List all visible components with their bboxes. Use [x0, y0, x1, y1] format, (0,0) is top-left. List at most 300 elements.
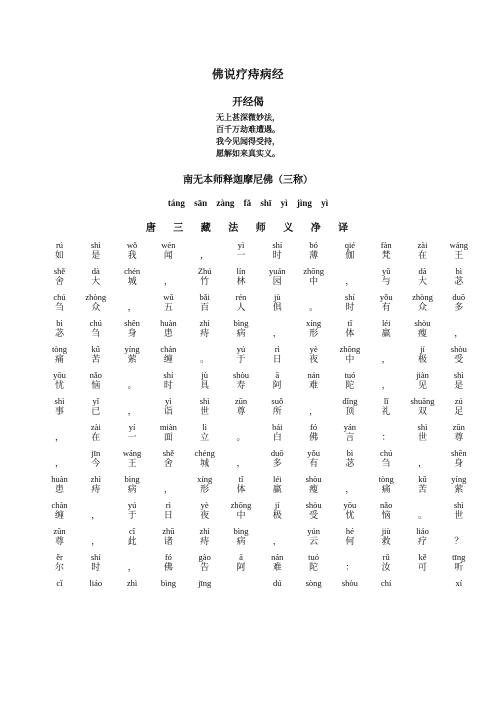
hanzi-text [188, 588, 221, 600]
pinyin-text: yǔ [381, 266, 391, 276]
hanzi-text: 五 [163, 303, 173, 313]
char-cell [297, 552, 330, 574]
hanzi-text: 陀 [309, 563, 319, 573]
hanzi-text: 人 [236, 303, 246, 313]
pinyin-text: zú [454, 396, 463, 406]
hanzi-text: 如 [54, 251, 64, 261]
hanzi-text: 舍 [54, 277, 64, 287]
pinyin-text [225, 448, 258, 458]
char-cell [370, 344, 403, 366]
char-cell [116, 500, 149, 522]
opening-verse-title: 开经偈 [232, 96, 264, 108]
pinyin-text: miàn [159, 422, 177, 432]
pinyin-text: tuó [344, 370, 356, 380]
hanzi-text: 苦 [417, 485, 427, 495]
char-cell [370, 526, 403, 548]
pinyin-text [333, 474, 366, 484]
hanzi-text: 形 [200, 485, 210, 495]
hanzi-text: 多 [454, 303, 464, 313]
char-cell [370, 292, 403, 314]
char-cell [188, 370, 221, 392]
char-cell [442, 370, 475, 392]
hanzi-text: 缠 [54, 511, 64, 521]
pinyin-text: huàn [160, 318, 177, 328]
translator-pinyin: táng sān zàng fǎ shī yì jìng yì [167, 198, 329, 208]
char-cell [333, 318, 366, 340]
pinyin-text: bì [56, 318, 63, 328]
char-cell [188, 344, 221, 366]
char-cell [370, 578, 403, 600]
char-cell [442, 526, 475, 548]
char-cell [406, 474, 439, 496]
hanzi-text: 大 [91, 277, 101, 287]
hanzi-text: 阿 [272, 381, 282, 391]
pinyin-text: jí [420, 344, 425, 354]
pinyin-text: duō [452, 292, 466, 302]
verse-line: 愿解如来真实义。 [216, 148, 280, 158]
hanzi-text: 身 [127, 329, 137, 339]
scripture-row [43, 318, 473, 344]
hanzi-text: 体 [236, 485, 246, 495]
pinyin-text: shí [163, 370, 174, 380]
char-cell [406, 370, 439, 392]
pinyin-text [406, 578, 439, 588]
pinyin-text: hé [345, 526, 354, 536]
char-cell [442, 318, 475, 340]
char-cell [152, 500, 185, 522]
char-cell [261, 500, 294, 522]
pinyin-text: chán [51, 500, 68, 510]
char-cell [116, 240, 149, 262]
pinyin-text: xíng [197, 474, 213, 484]
pinyin-text: zhì [199, 526, 210, 536]
pinyin-text: yōu [343, 500, 357, 510]
hanzi-text: 有 [381, 303, 391, 313]
char-cell [188, 448, 221, 470]
verse-line: 无上甚深微妙法， [216, 112, 280, 122]
pinyin-text: yí [128, 422, 136, 432]
pinyin-text: zài [90, 422, 101, 432]
char-cell [225, 318, 258, 340]
char-cell [188, 526, 221, 548]
pinyin-text [188, 344, 221, 354]
pinyin-text [261, 318, 294, 328]
pinyin-text: bì [455, 266, 463, 276]
char-cell [79, 500, 112, 522]
pinyin-text: nán [271, 552, 284, 562]
hanzi-text: 。 [200, 355, 210, 365]
pinyin-text: yǒu [379, 292, 393, 302]
hanzi-text: 患 [163, 329, 173, 339]
char-cell [79, 266, 112, 288]
pinyin-text: chú [380, 448, 393, 458]
char-cell [225, 474, 258, 496]
pinyin-text [116, 552, 149, 562]
char-cell [370, 552, 403, 574]
pinyin-text: zhōng [303, 266, 324, 276]
pinyin-text: lì [202, 422, 208, 432]
homage-line: 南无本师释迦摩尼佛（三称） [183, 175, 313, 186]
char-cell [79, 318, 112, 340]
char-cell [43, 448, 76, 470]
hanzi-text: 尊 [454, 433, 464, 443]
hanzi-text: 舍 [163, 459, 173, 469]
hanzi-text: 难 [272, 563, 282, 573]
pinyin-text: shēn [451, 448, 467, 458]
char-cell [225, 344, 258, 366]
pinyin-text: yíng [124, 344, 140, 354]
char-cell [297, 526, 330, 548]
pinyin-text [333, 266, 366, 276]
hanzi-text: 。 [236, 433, 246, 443]
pinyin-text [370, 344, 403, 354]
char-cell [43, 266, 76, 288]
char-cell [152, 448, 185, 470]
hanzi-text: 百 [200, 303, 210, 313]
hanzi-text: 是 [91, 251, 101, 261]
char-cell [261, 448, 294, 470]
char-cell [43, 292, 76, 314]
pinyin-text: rǔ [382, 552, 390, 562]
char-cell [406, 500, 439, 522]
scripture-row [43, 344, 473, 370]
pinyin-text: yíng [451, 474, 467, 484]
char-cell [79, 240, 112, 262]
pinyin-text: rén [235, 292, 247, 302]
char-cell [297, 370, 330, 392]
hanzi-text: 所 [272, 407, 282, 417]
char-cell [152, 370, 185, 392]
hanzi-text: 立 [200, 433, 210, 443]
char-cell [333, 526, 366, 548]
hanzi-text: 中 [236, 511, 246, 521]
pinyin-text: shòu [450, 344, 467, 354]
hanzi-text: 此 [127, 537, 137, 547]
pinyin-text: bì [346, 448, 354, 458]
char-cell [225, 448, 258, 470]
hanzi-text: 听 [454, 563, 464, 573]
char-cell [43, 422, 76, 444]
sutra-title: 佛说疗痔病经 [212, 67, 284, 81]
char-cell [116, 578, 149, 600]
char-cell [333, 474, 366, 496]
char-cell [43, 526, 76, 548]
hanzi-text: ， [127, 303, 137, 313]
pinyin-text: nán [307, 370, 320, 380]
scripture-grid [43, 240, 473, 604]
char-cell [79, 292, 112, 314]
char-cell [43, 500, 76, 522]
char-cell [261, 240, 294, 262]
hanzi-text: 有 [309, 459, 319, 469]
hanzi-text: 寿 [236, 381, 246, 391]
scripture-row [43, 292, 473, 318]
scripture-row [43, 448, 473, 474]
pinyin-text: tǐ [347, 318, 353, 328]
pinyin-text: wǒ [126, 240, 138, 250]
pinyin-text: bái [272, 422, 283, 432]
pinyin-text: léi [381, 318, 391, 328]
pinyin-text: zhōng [230, 500, 252, 510]
hanzi-text: 日 [272, 355, 282, 365]
char-cell [116, 474, 149, 496]
pinyin-text [261, 526, 294, 536]
pinyin-text [442, 318, 475, 328]
char-cell [333, 448, 366, 470]
pinyin-text: shí [90, 552, 101, 562]
char-cell [442, 448, 475, 470]
char-cell [152, 552, 185, 574]
pinyin-text [79, 526, 112, 536]
hanzi-text: 夜 [309, 355, 319, 365]
char-cell [406, 396, 439, 418]
hanzi-text: 受 [454, 355, 464, 365]
char-cell [297, 318, 330, 340]
pinyin-text: suǒ [271, 396, 284, 406]
hanzi-text: 梵 [381, 251, 391, 261]
char-cell [116, 370, 149, 392]
pinyin-text: bó [309, 240, 318, 250]
hanzi-text: 尔 [54, 563, 64, 573]
hanzi-text: 苾 [54, 329, 64, 339]
char-cell [333, 578, 366, 600]
hanzi-text: 具 [200, 381, 210, 391]
char-cell [442, 422, 475, 444]
pinyin-text: lín [236, 266, 246, 276]
hanzi-text: 极 [417, 355, 427, 365]
pinyin-text: shì [417, 422, 428, 432]
hanzi-text: 缠 [163, 355, 173, 365]
hanzi-text: 救 [381, 537, 391, 547]
pinyin-text: zhì [126, 578, 138, 588]
char-cell [406, 578, 439, 600]
hanzi-text: 王 [127, 459, 137, 469]
char-cell [43, 396, 76, 418]
hanzi-text: ： [345, 563, 355, 573]
pinyin-text [43, 422, 76, 432]
char-cell [333, 266, 366, 288]
hanzi-text: 身 [454, 459, 464, 469]
char-cell [370, 396, 403, 418]
pinyin-text: bìng [233, 526, 249, 536]
hanzi-text: ， [272, 537, 282, 547]
hanzi-text: 恼 [381, 511, 391, 521]
hanzi-text: 于 [236, 355, 246, 365]
pinyin-text: jiù [381, 526, 391, 536]
hanzi-text: ， [91, 511, 101, 521]
char-cell [406, 422, 439, 444]
hanzi-text: 薄 [309, 251, 319, 261]
pinyin-text: dà [91, 266, 100, 276]
pinyin-text: shòu [414, 318, 431, 328]
hanzi-text: 我 [127, 251, 137, 261]
pinyin-text: qié [344, 240, 356, 250]
pinyin-text: sòng [305, 578, 322, 588]
hanzi-text: 是 [454, 381, 464, 391]
hanzi-text: 足 [454, 407, 464, 417]
hanzi-text: ， [200, 251, 210, 261]
scripture-row [43, 240, 473, 266]
char-cell [370, 422, 403, 444]
hanzi-text: 痛 [54, 355, 64, 365]
pinyin-text: lǐ [383, 396, 389, 406]
pinyin-text: zhū [162, 526, 175, 536]
char-cell [188, 474, 221, 496]
char-cell [225, 500, 258, 522]
char-cell [370, 500, 403, 522]
pinyin-text: Zhú [197, 266, 212, 276]
hanzi-text: 大 [417, 277, 427, 287]
pinyin-text: nǎo [380, 500, 393, 510]
pinyin-text: yè [200, 500, 209, 510]
hanzi-text: 恼 [91, 381, 101, 391]
pinyin-text: dà [418, 266, 427, 276]
pinyin-text: jiàn [416, 370, 429, 380]
char-cell [43, 240, 76, 262]
hanzi-text: ， [54, 433, 64, 443]
hanzi-text: 刍 [91, 329, 101, 339]
pinyin-text: jīng [198, 578, 212, 588]
hanzi-text [442, 588, 475, 600]
pinyin-text: chén [124, 266, 141, 276]
char-cell [152, 422, 185, 444]
verse-line: 我今见闻得受持， [216, 136, 280, 146]
hanzi-text: 刍 [381, 459, 391, 469]
pinyin-text [152, 266, 185, 276]
hanzi-text: 尊 [236, 407, 246, 417]
char-cell [297, 292, 330, 314]
hanzi-text: 尊 [54, 537, 64, 547]
pinyin-text [43, 448, 76, 458]
hanzi-text: 患 [54, 485, 64, 495]
char-cell [116, 318, 149, 340]
pinyin-text: tòng [378, 474, 394, 484]
char-cell [188, 552, 221, 574]
char-cell [333, 396, 366, 418]
hanzi-text: 萦 [127, 355, 137, 365]
hanzi-text: 众 [417, 303, 427, 313]
pinyin-text: duō [270, 448, 284, 458]
char-cell [370, 318, 403, 340]
hanzi-text: 双 [417, 407, 427, 417]
char-cell [370, 448, 403, 470]
char-cell [225, 396, 258, 418]
pinyin-text: tǐ [238, 474, 244, 484]
pinyin-text: ā [239, 552, 243, 562]
pinyin-text: shí [344, 292, 355, 302]
hanzi-text [333, 588, 366, 600]
char-cell [152, 292, 185, 314]
hanzi-text: ， [127, 563, 137, 573]
hanzi-text: 阿 [236, 563, 246, 573]
hanzi-text: 苾 [454, 277, 464, 287]
pinyin-text: tīng [452, 552, 466, 562]
hanzi-text: 在 [91, 433, 101, 443]
pinyin-text: gào [198, 552, 211, 562]
char-cell [333, 344, 366, 366]
pinyin-text: zhì [90, 474, 101, 484]
pinyin-text: cǐ [56, 578, 63, 588]
char-cell [43, 578, 76, 600]
scripture-row [43, 396, 473, 422]
pinyin-text: xíng [306, 318, 322, 328]
hanzi-text: 难 [309, 381, 319, 391]
char-cell [406, 448, 439, 470]
char-cell [43, 474, 76, 496]
char-cell [406, 344, 439, 366]
pinyin-text: chán [160, 344, 177, 354]
hanzi-text: 一 [127, 433, 137, 443]
hanzi-text: 萦 [454, 485, 464, 495]
hanzi-text: 陀 [345, 381, 355, 391]
pinyin-text: bìng [124, 474, 140, 484]
pinyin-text: yǒu [307, 448, 320, 458]
hanzi-text [370, 588, 403, 600]
char-cell [333, 292, 366, 314]
char-cell [43, 552, 76, 574]
hanzi-text: 云 [309, 537, 319, 547]
pinyin-text: zài [417, 240, 428, 250]
pinyin-text: yún [307, 526, 320, 536]
hanzi-text: 瘦 [309, 485, 319, 495]
hanzi-text [406, 588, 439, 600]
hanzi-text: 见 [417, 381, 427, 391]
pinyin-text [442, 526, 475, 536]
char-cell [406, 552, 439, 574]
hanzi-text: 一 [236, 251, 246, 261]
pinyin-text: shì [90, 240, 101, 250]
pinyin-text: chú [53, 292, 66, 302]
hanzi-text: 痔 [200, 329, 210, 339]
char-cell [225, 422, 258, 444]
pinyin-text: léi [273, 474, 282, 484]
char-cell [297, 422, 330, 444]
hanzi-text: ， [381, 355, 391, 365]
hanzi-text: 时 [91, 563, 101, 573]
pinyin-text: fó [164, 552, 172, 562]
hanzi-text: ： [381, 433, 391, 443]
char-cell [406, 526, 439, 548]
hanzi-text: 痔 [200, 537, 210, 547]
hanzi-text: 伽 [345, 251, 355, 261]
char-cell [442, 344, 475, 366]
hanzi-text: 病 [127, 485, 137, 495]
char-cell [261, 318, 294, 340]
char-cell [297, 396, 330, 418]
char-cell [225, 266, 258, 288]
hanzi-text: 城 [200, 459, 210, 469]
char-cell [79, 448, 112, 470]
pinyin-text: zūn [53, 526, 66, 536]
hanzi-text: 羸 [272, 485, 282, 495]
pinyin-text: tòng [51, 344, 68, 354]
char-cell [297, 474, 330, 496]
pinyin-text: jí [274, 500, 280, 510]
char-cell [116, 266, 149, 288]
pinyin-text: shēn [124, 318, 140, 328]
pinyin-text [225, 422, 258, 432]
char-cell [333, 422, 366, 444]
hanzi-text: 羸 [381, 329, 391, 339]
pinyin-text: zhōng [339, 344, 361, 354]
pinyin-text: shě [162, 448, 175, 458]
hanzi-text: 时 [345, 303, 355, 313]
char-cell [225, 578, 258, 600]
hanzi-text: 与 [381, 277, 391, 287]
pinyin-text: shuāng [410, 396, 435, 406]
hanzi-text [225, 588, 258, 600]
hanzi-text: 城 [127, 277, 137, 287]
